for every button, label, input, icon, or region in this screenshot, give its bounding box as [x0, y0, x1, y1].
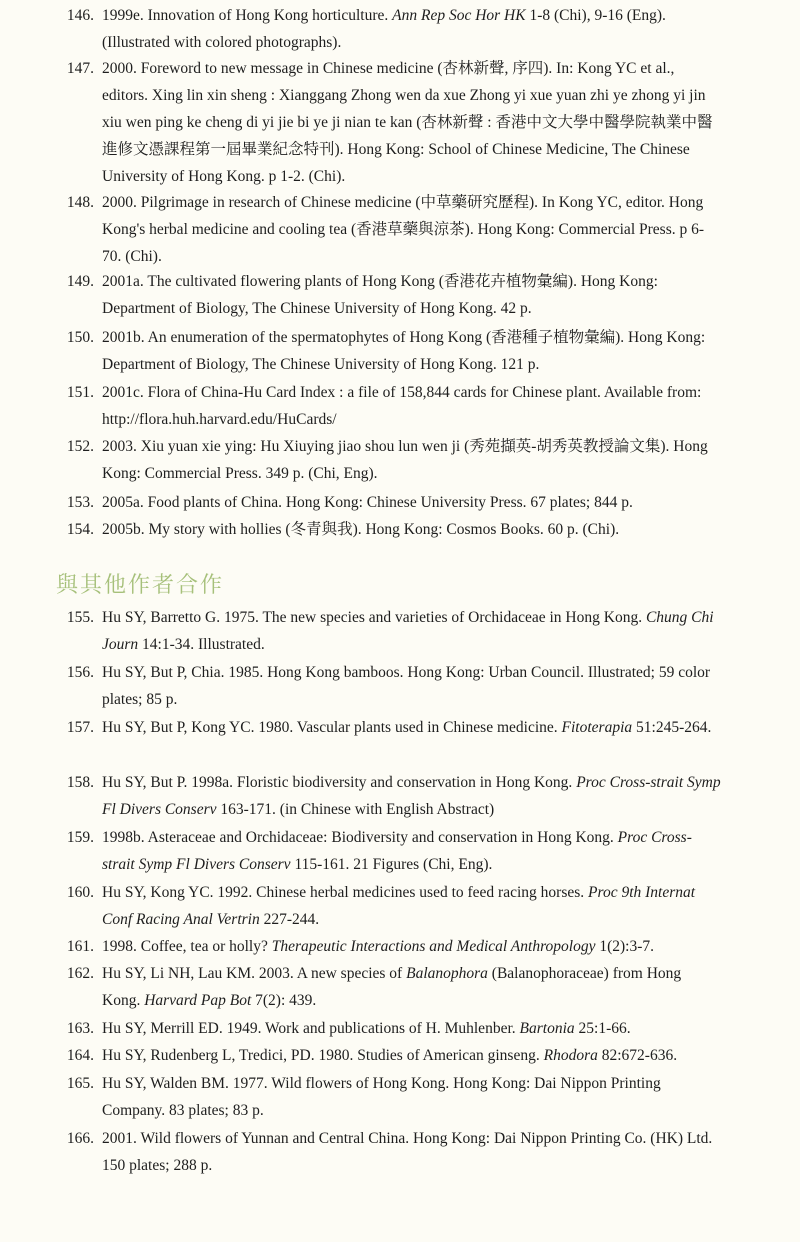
reference-text-segment: 2000. Foreword to new message in Chinese medicine (杏林新聲, 序四). In: Kong YC et al., editors. Xing lin xin sheng : Xianggang Zhong wen da xue Zhong yi xue yuan zhi ye zhong yi jin xiu wen ping ke cheng di yi jie bi ye ji nian te kan (杏林新聲 : 香港中文大學中醫學院執業中醫進修文憑課程第一屆畢業紀念特刊). Hong Kong: School of Chinese Medicine, The Chinese University of Hong Kong. p 1-2. (Chi). — [102, 60, 713, 185]
reference-journal-title: Proc Cross-strait Symp Fl Divers Conserv — [102, 774, 721, 818]
reference-text-segment: 1(2):3-7. — [595, 938, 655, 955]
reference-number: 147. — [66, 60, 94, 77]
section-heading-coauthored: 與其他作者合作 — [56, 573, 225, 598]
reference-journal-title: Chung Chi Journ — [102, 609, 714, 653]
reference-text-segment: 51:245-264. — [632, 719, 712, 736]
reference-number: 159. — [66, 829, 94, 846]
reference-text-segment: 2005a. Food plants of China. Hong Kong: Chinese University Press. 67 plates; 844 p. — [102, 494, 633, 511]
reference-journal-title: Proc 9th Internat Conf Racing Anal Vertrin — [102, 884, 696, 928]
reference-text-segment: Hu SY, But P. 1998a. Floristic biodiversity and conservation in Hong Kong. — [102, 774, 577, 791]
reference-text — [102, 1125, 722, 1179]
reference-text-segment: 2005b. My story with hollies (冬青與我). Hong Kong: Cosmos Books. 60 p. (Chi). — [102, 521, 620, 538]
reference-journal-title: Balanophora — [406, 965, 488, 982]
reference-text — [102, 324, 722, 378]
reference-text-segment: 2001a. The cultivated flowering plants of Hong Kong (香港花卉植物彙編). Hong Kong: Department of Biology, The Chinese University of Hong Kong. 42 p. — [102, 273, 658, 317]
reference-text-segment: 115-161. 21 Figures (Chi, Eng). — [290, 856, 493, 873]
reference-number: 148. — [66, 194, 94, 211]
reference-text — [102, 1015, 722, 1042]
reference-text-segment: Hu SY, Merrill ED. 1949. Work and publications of H. Muhlenber. — [102, 1020, 520, 1037]
reference-text-segment: Hu SY, But P, Kong YC. 1980. Vascular plants used in Chinese medicine. — [102, 719, 562, 736]
reference-number: 157. — [66, 719, 94, 736]
reference-text-segment: 227-244. — [259, 911, 320, 928]
reference-number: 158. — [66, 774, 94, 791]
reference-number: 150. — [66, 329, 94, 346]
reference-journal-title: Ann Rep Soc Hor HK — [392, 7, 526, 24]
reference-number: 152. — [66, 438, 94, 455]
reference-text — [102, 189, 722, 270]
reference-text-segment: 14:1-34. Illustrated. — [138, 636, 265, 653]
reference-text-segment: 2001c. Flora of China-Hu Card Index : a file of 158,844 cards for Chinese plant. Available from: http://flora.huh.harvard.edu/HuCards/ — [102, 384, 702, 428]
reference-text-segment: 2003. Xiu yuan xie ying: Hu Xiuying jiao shou lun wen ji (秀苑擷英-胡秀英教授論文集). Hong Kong: Commercial Press. 349 p. (Chi, Eng). — [102, 438, 708, 482]
reference-text-segment: 25:1-66. — [574, 1020, 631, 1037]
reference-text — [102, 1070, 722, 1124]
reference-number: 163. — [66, 1020, 94, 1037]
reference-text-segment: 1998b. Asteraceae and Orchidaceae: Biodiversity and conservation in Hong Kong. — [102, 829, 618, 846]
reference-number: 161. — [66, 938, 94, 955]
reference-text-segment: 2001. Wild flowers of Yunnan and Central China. Hong Kong: Dai Nippon Printing Co. (HK) Ltd. 150 plates; 288 p. — [102, 1130, 713, 1174]
reference-text — [102, 659, 722, 713]
reference-text — [102, 824, 722, 878]
reference-text-segment: Hu SY, Kong YC. 1992. Chinese herbal medicines used to feed racing horses. — [102, 884, 589, 901]
reference-text — [102, 769, 722, 823]
reference-text-segment: Hu SY, Walden BM. 1977. Wild flowers of Hong Kong. Hong Kong: Dai Nippon Printing Company. 83 plates; 83 p. — [102, 1075, 661, 1119]
reference-text-segment: Hu SY, But P, Chia. 1985. Hong Kong bamboos. Hong Kong: Urban Council. Illustrated; 59 color plates; 85 p. — [102, 664, 711, 708]
reference-text-segment: Hu SY, Barretto G. 1975. The new species and varieties of Orchidaceae in Hong Kong. — [102, 609, 646, 626]
reference-number: 146. — [66, 7, 94, 24]
reference-number: 153. — [66, 494, 94, 511]
reference-text-segment: 7(2): 439. — [251, 992, 317, 1009]
reference-text — [102, 516, 722, 543]
reference-text-segment: (Balanophoraceae) from Hong Kong. — [102, 965, 682, 1009]
reference-journal-title: Proc Cross-strait Symp Fl Divers Conserv — [102, 829, 692, 873]
reference-journal-title: Therapeutic Interactions and Medical Anthropology — [271, 938, 596, 955]
reference-text — [102, 55, 722, 190]
reference-number: 156. — [66, 664, 94, 681]
reference-number: 154. — [66, 521, 94, 538]
reference-journal-title: Rhodora — [543, 1047, 598, 1064]
reference-number: 151. — [66, 384, 94, 401]
reference-text-segment: 1-8 (Chi), 9-16 (Eng). (Illustrated with colored photographs). — [102, 7, 666, 51]
reference-text — [102, 268, 722, 322]
reference-text — [102, 960, 722, 1014]
reference-text-segment: Hu SY, Li NH, Lau KM. 2003. A new species of — [102, 965, 407, 982]
reference-text — [102, 433, 722, 487]
reference-text — [102, 933, 722, 960]
reference-number: 160. — [66, 884, 94, 901]
reference-text-segment: 2000. Pilgrimage in research of Chinese medicine (中草藥研究歷程). In Kong YC, editor. Hong Kong's herbal medicine and cooling tea (香港草藥與涼茶). Hong Kong: Commercial Press. p 6-70. (Chi). — [102, 194, 705, 265]
reference-number: 166. — [66, 1130, 94, 1147]
reference-journal-title: Bartonia — [519, 1020, 575, 1037]
reference-text-segment: 82:672-636. — [597, 1047, 678, 1064]
reference-text — [102, 714, 722, 741]
reference-text — [102, 379, 722, 433]
reference-text — [102, 2, 722, 56]
reference-text-segment: 163-171. (in Chinese with English Abstract) — [216, 801, 495, 818]
reference-text-segment: Hu SY, Rudenberg L, Tredici, PD. 1980. Studies of American ginseng. — [102, 1047, 544, 1064]
reference-number: 155. — [66, 609, 94, 626]
reference-text — [102, 489, 722, 516]
reference-text-segment: 1998. Coffee, tea or holly? — [102, 938, 272, 955]
reference-text — [102, 879, 722, 933]
reference-text — [102, 604, 722, 658]
reference-text-segment: 2001b. An enumeration of the spermatophytes of Hong Kong (香港種子植物彙編). Hong Kong: Department of Biology, The Chinese University of Hong Kong. 121 p. — [102, 329, 706, 373]
reference-journal-title: Harvard Pap Bot — [144, 992, 252, 1009]
reference-number: 165. — [66, 1075, 94, 1092]
reference-number: 164. — [66, 1047, 94, 1064]
reference-text — [102, 1042, 722, 1069]
reference-text-segment: 1999e. Innovation of Hong Kong horticulture. — [102, 7, 393, 24]
reference-number: 162. — [66, 965, 94, 982]
reference-number: 149. — [66, 273, 94, 290]
reference-journal-title: Fitoterapia — [561, 719, 633, 736]
